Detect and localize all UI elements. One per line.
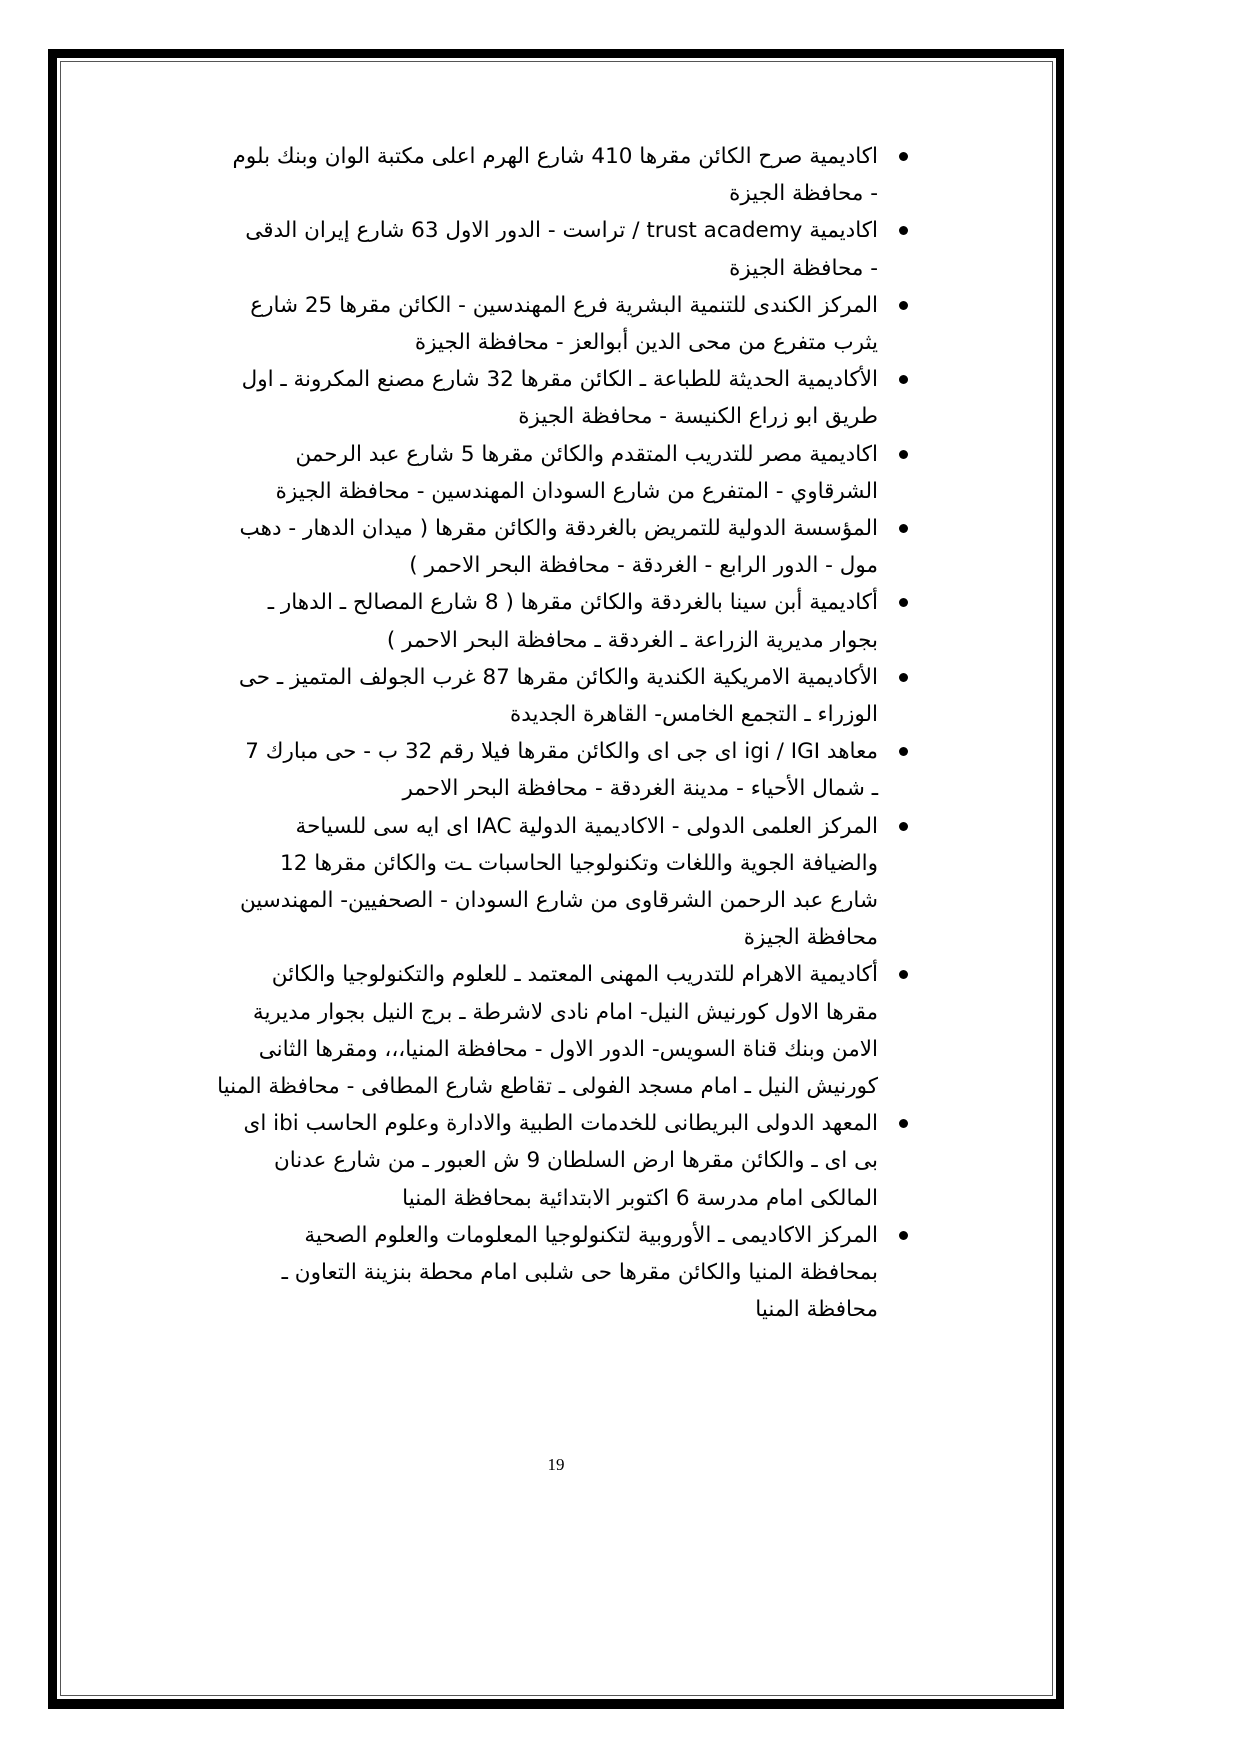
list-item-line: - محافظة الجيزة	[729, 255, 878, 281]
list-item-line: المركز العلمى الدولى - الاكاديمية الدولية IAC اى ايه سى للسياحة	[295, 813, 878, 839]
list-item-line: المركز الاكاديمى ـ الأوروبية لتكنولوجيا المعلومات والعلوم الصحية	[304, 1222, 878, 1248]
list-item-line: ـ شمال الأحياء - مدينة الغردقة - محافظة البحر الاحمر	[402, 776, 878, 802]
list-item-line: الشرقاوي - المتفرع من شارع السودان المهندسين - محافظة الجيزة	[275, 478, 878, 504]
list-item	[170, 1105, 910, 1217]
list-item	[170, 138, 910, 212]
bullet-icon	[899, 1231, 908, 1240]
page-number: 19	[547, 1455, 565, 1474]
list-item	[170, 808, 910, 957]
list-item-line: الأكاديمية الحديثة للطباعة ـ الكائن مقرها 32 شارع مصنع المكرونة ـ اول	[241, 367, 878, 393]
list-item-line: المعهد الدولى البريطانى للخدمات الطبية والادارة وعلوم الحاسب ibi اى	[243, 1111, 878, 1137]
list-item-line: اكاديمية trust academy / تراست - الدور الاول 63 شارع إيران الدقى	[245, 218, 878, 244]
bullet-icon	[899, 450, 908, 459]
bullet-icon	[899, 673, 908, 682]
bullet-icon	[899, 970, 908, 979]
institution-list	[170, 138, 910, 1329]
bullet-icon	[899, 301, 908, 310]
list-item-line: الأكاديمية الامريكية الكندية والكائن مقرها 87 غرب الجولف المتميز ـ حى	[238, 664, 878, 690]
list-item-line: مول - الدور الرابع - الغردقة - محافظة البحر الاحمر )	[409, 553, 878, 579]
list-item-line: اكاديمية مصر للتدريب المتقدم والكائن مقرها 5 شارع عبد الرحمن	[295, 441, 878, 467]
document-body	[170, 138, 910, 1329]
list-item-line: اكاديمية صرح الكائن مقرها 410 شارع الهرم اعلى مكتبة الوان وبنك بلوم	[232, 144, 878, 169]
list-item	[170, 212, 910, 286]
list-item-line: أكاديمية الاهرام للتدريب المهنى المعتمد ـ للعلوم والتكنولوجيا والكائن	[271, 962, 878, 988]
list-item-line: محافظة المنيا	[755, 1297, 878, 1323]
list-item-line: يثرب متفرع من محى الدين أبوالعز - محافظة الجيزة	[414, 330, 878, 356]
list-item-line: بجوار مديرية الزراعة ـ الغردقة ـ محافظة البحر الاحمر )	[386, 627, 878, 653]
list-item	[170, 361, 910, 435]
list-item	[170, 510, 910, 584]
list-item-line: - محافظة الجيزة	[729, 181, 878, 207]
list-item	[170, 287, 910, 361]
list-item-line: بى اى ـ والكائن مقرها ارض السلطان 9 ش العبور ـ من شارع عدنان	[273, 1148, 878, 1174]
list-item-line: المؤسسة الدولية للتمريض بالغردقة والكائن مقرها ( ميدان الدهار - دهب	[239, 516, 878, 542]
list-item-line: والضيافة الجوية واللغات وتكنولوجيا الحاسبات ـت والكائن مقرها 12	[280, 850, 878, 876]
bullet-icon	[899, 822, 908, 831]
list-item-line: معاهد igi / IGI اى جى اى والكائن مقرها فيلا رقم 32 ب - حى مبارك 7	[245, 739, 878, 765]
list-item-line: المالكى امام مدرسة 6 اكتوبر الابتدائية بمحافظة المنيا	[402, 1185, 878, 1211]
list-item-line: أكاديمية أبن سينا بالغردقة والكائن مقرها ( 8 شارع المصالح ـ الدهار ـ	[267, 590, 878, 616]
bullet-icon	[899, 375, 908, 384]
list-item-line: المركز الكندى للتنمية البشرية فرع المهندسين - الكائن مقرها 25 شارع	[250, 292, 878, 318]
list-item	[170, 1217, 910, 1329]
list-item-line: الوزراء ـ التجمع الخامس- القاهرة الجديدة	[510, 702, 878, 728]
list-item-line: كورنيش النيل ـ امام مسجد الفولى ـ تقاطع شارع المطافى - محافظة المنيا	[217, 1074, 878, 1100]
list-item	[170, 733, 910, 807]
bullet-icon	[899, 226, 908, 235]
bullet-icon	[899, 524, 908, 533]
bullet-icon	[899, 598, 908, 607]
list-item-line: شارع عبد الرحمن الشرقاوى من شارع السودان - الصحفيين- المهندسين	[239, 888, 878, 914]
list-item	[170, 436, 910, 510]
list-item-line: بمحافظة المنيا والكائن مقرها حى شلبى امام محطة بنزينة التعاون ـ	[281, 1260, 878, 1286]
list-item-line: الامن وبنك قناة السويس- الدور الاول - محافظة المنيا،،، ومقرها الثانى	[258, 1036, 878, 1062]
bullet-icon	[899, 1119, 908, 1128]
list-item-line: مقرها الاول كورنيش النيل- امام نادى لاشرطة ـ برج النيل بجوار مديرية	[252, 999, 878, 1025]
list-item	[170, 584, 910, 658]
list-item-line: طريق ابو زراع الكنيسة - محافظة الجيزة	[518, 404, 878, 430]
bullet-icon	[899, 152, 908, 161]
bullet-icon	[899, 747, 908, 756]
list-item	[170, 956, 910, 1105]
list-item-line: محافظة الجيزة	[743, 925, 878, 951]
list-item	[170, 659, 910, 733]
